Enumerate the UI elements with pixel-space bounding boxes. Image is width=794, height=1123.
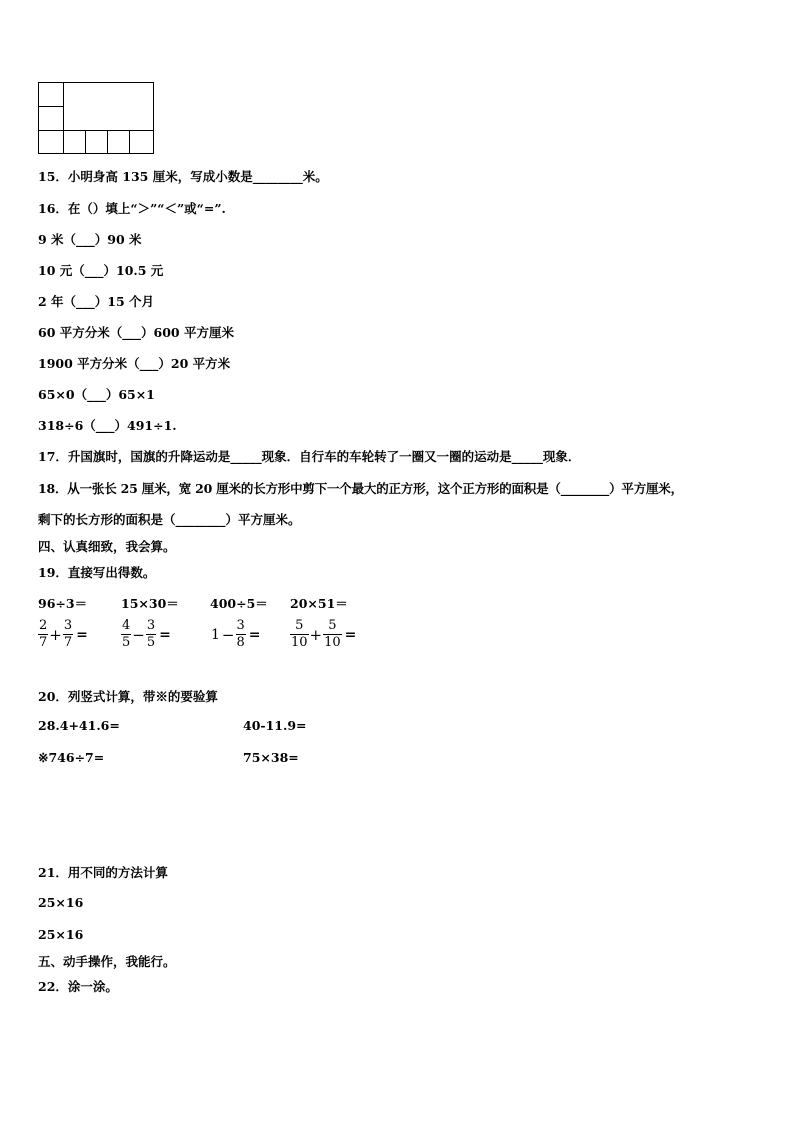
fraction-expression-c: 1 − $\frac{3}{8}$ = [211,618,261,650]
vertical-calc-item: ※746÷7= [38,750,105,765]
question-20-title: 20．列竖式计算，带※的要验算 [38,689,218,704]
grid-cell [107,130,130,154]
mental-calc-item: 400÷5＝ [210,596,268,611]
comparison-item: 10 元（___）10.5 元 [38,263,164,278]
question-21-title: 21．用不同的方法计算 [38,865,168,880]
mental-calc-item: 15×30＝ [121,596,179,611]
mental-calc-item: 20×51＝ [290,596,348,611]
question-18-line2: 剩下的长方形的面积是（________）平方厘米。 [38,512,301,527]
grid-cell [85,130,108,154]
grid-cell [63,130,86,154]
comparison-item: 1900 平方分米（___）20 平方米 [38,356,231,371]
question-18-line1: 18．从一张长 25 厘米，宽 20 厘米的长方形中剪下一个最大的正方形，这个正方形的面积是（________）平方厘米， [38,481,683,496]
fraction: $\frac{5}{10}$ [291,618,308,650]
grid-cell [129,130,154,154]
vertical-calc-item: 28.4+41.6= [38,718,120,733]
fraction: $\frac{4}{5}$ [122,618,131,650]
question-17: 17．升国旗时，国旗的升降运动是_____现象．自行车的车轮转了一圈又一圈的运动是_____现象． [38,449,581,464]
mental-calc-item: 96÷3＝ [38,596,88,611]
question-22: 22．涂一涂。 [38,979,118,994]
calc-item: 25×16 [38,927,84,942]
fraction: $\frac{3}{7}$ [63,618,73,650]
grid-cell [38,82,64,107]
grid-cell [38,130,64,154]
fraction-expression-b: $\frac{4}{5}$ − $\frac{3}{5}$ = [122,618,171,650]
grid-cell [38,106,64,131]
fraction-expression-a: $\frac{2}{7}$ + $\frac{3}{7}$ = [39,618,88,650]
fraction: $\frac{3}{8}$ [236,618,245,650]
comparison-item: 318÷6（___）491÷1. [38,418,177,433]
vertical-calc-item: 40-11.9= [243,718,307,733]
section-4-heading: 四、认真细致，我会算。 [38,539,176,554]
question-15: 15．小明身高 135 厘米，写成小数是________米。 [38,169,328,184]
comparison-item: 2 年（___）15 个月 [38,294,155,309]
fraction: $\frac{2}{7}$ [39,618,48,650]
comparison-item: 65×0（___）65×1 [38,387,155,402]
comparison-item: 9 米（___）90 米 [38,232,142,247]
fraction: $\frac{5}{10}$ [324,618,341,650]
fraction-expression-d: $\frac{5}{10}$ + $\frac{5}{10}$ = [291,618,357,650]
question-16-title: 16．在（）填上“＞”“＜”或“=”. [38,201,226,216]
fraction: $\frac{3}{5}$ [146,618,156,650]
comparison-item: 60 平方分米（___）600 平方厘米 [38,325,234,340]
grid-figure [38,82,154,154]
vertical-calc-item: 75×38= [243,750,299,765]
calc-item: 25×16 [38,895,84,910]
question-19-title: 19．直接写出得数。 [38,565,156,580]
section-5-heading: 五、动手操作，我能行。 [38,954,176,969]
